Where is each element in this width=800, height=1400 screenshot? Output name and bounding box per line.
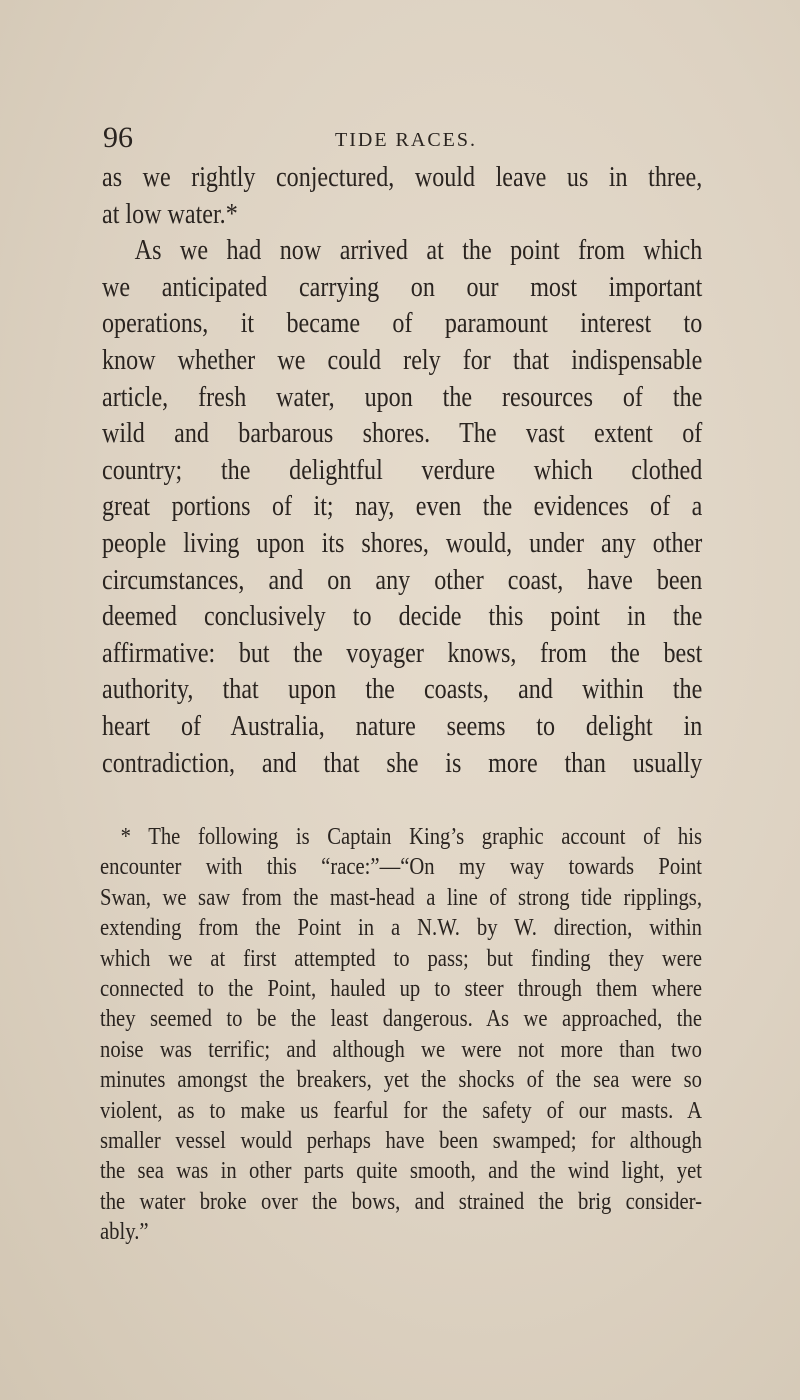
body-line: country; the delightful verdure which clothed [102,454,703,486]
body-line: As we had now arrived at the point from which [134,235,703,267]
body-line: deemed conclusively to decide this point in the [102,601,703,633]
footnote-line: connected to the Point, hauled up to steer through them where [100,975,702,1002]
body-line: contradiction, and that she is more than usually [102,747,703,779]
footnote-line: the water broke over the bows, and strained the brig consider- [100,1188,702,1215]
body-line: authority, that upon the coasts, and within the [102,674,703,706]
body-line: know whether we could rely for that indispensable [102,344,703,376]
footnote-line: ably.” [100,1219,149,1246]
footnote-line: smaller vessel would perhaps have been swamped; for although [100,1127,702,1154]
body-line: operations, it became of paramount interest to [102,308,703,340]
body-line: we anticipated carrying on our most important [102,271,703,303]
footnote-line: * The following is Captain King’s graphic account of his [120,824,702,850]
footnote-line: noise was terrific; and although we were not more than two [100,1036,702,1063]
body-line: great portions of it; nay, even the evidences of a [102,491,703,523]
page-header [103,118,703,158]
footnote-line: violent, as to make us fearful for the safety of our masts. A [100,1097,702,1124]
footnote-line: they seemed to be the least dangerous. As we approached, the [100,1006,702,1033]
running-title: TIDE RACES. [335,129,477,151]
body-line: affirmative: but the voyager knows, from the best [102,637,703,669]
body-line: heart of Australia, nature seems to delight in [102,710,703,742]
footnote-line: minutes amongst the breakers, yet the shocks of the sea were so [100,1067,702,1094]
footnote-line: Swan, we saw from the mast-head a line of strong tide ripplings, [100,884,702,911]
body-text [102,160,702,782]
body-line: circumstances, and on any other coast, have been [102,564,703,596]
body-line: at low water.* [102,198,238,230]
body-line: wild and barbarous shores. The vast extent of [102,418,703,450]
footnote-line: extending from the Point in a N.W. by W. direction, within [100,915,702,942]
page-number: 96 [103,121,133,154]
body-line: people living upon its shores, would, under any other [102,527,703,559]
body-line: as we rightly conjectured, would leave us in three, [102,162,703,193]
footnote-line: encounter with this “race:”—“On my way towards Point [100,854,702,881]
footnote [100,822,700,1247]
body-line: article, fresh water, upon the resources of the [102,381,703,413]
footnote-line: which we at first attempted to pass; but finding they were [100,945,702,972]
footnote-line: the sea was in other parts quite smooth, and the wind light, yet [100,1158,702,1185]
